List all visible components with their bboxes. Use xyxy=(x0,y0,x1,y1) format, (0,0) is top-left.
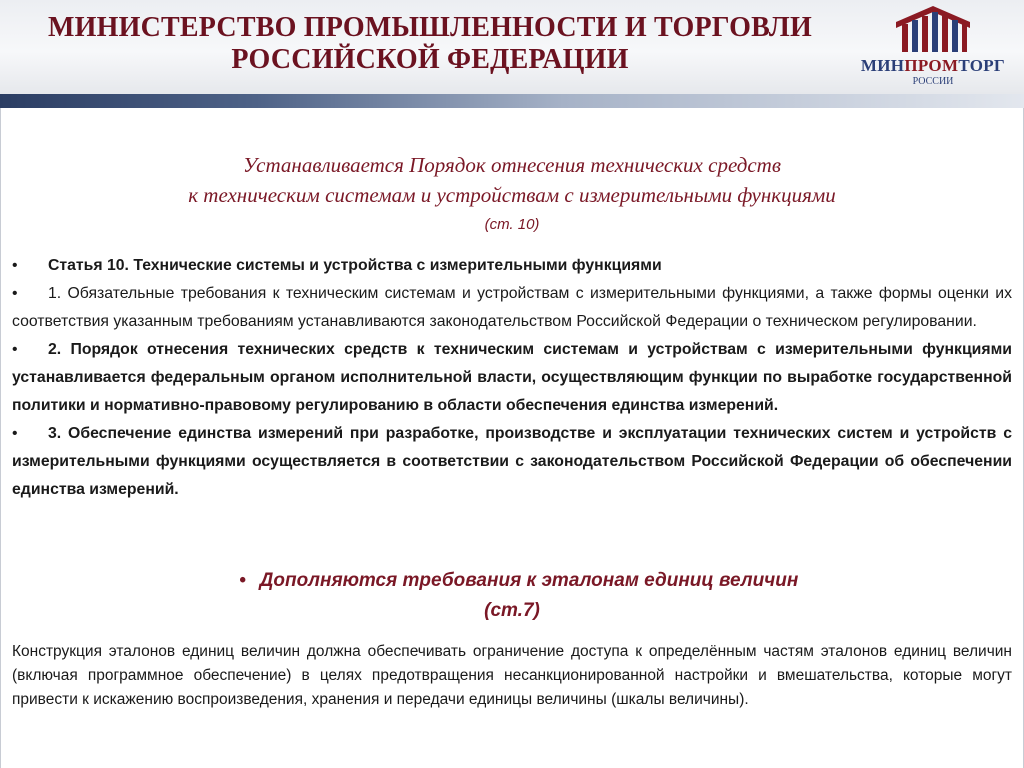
minpromtorg-logo xyxy=(848,6,1018,90)
header-band xyxy=(0,94,1024,108)
list-item-text: Статья 10. Технические системы и устройства с измерительными функциями xyxy=(48,257,662,274)
logo-mid: ПРОМ xyxy=(904,56,959,75)
title-line-2: РОССИЙСКОЙ ФЕДЕРАЦИИ xyxy=(231,44,629,75)
list-item-text: 1. Обязательные требования к техническим системам и устройствам с измерительными функциями, а также формы оценки их соответствия указанным требованиям устанавливаются законодательством Российской Федерации о техническом регулировании. xyxy=(12,285,1012,330)
title-line-1: МИНИСТЕРСТВО ПРОМЫШЛЕННОСТИ И ТОРГОВЛИ xyxy=(48,12,812,43)
list-item-text: 3. Обеспечение единства измерений при разработке, производстве и эксплуатации технических систем и устройств с измерительными функциями осуществляется в соответствии с законодательством Российской Федерации об обеспечении единства измерений. xyxy=(12,425,1012,498)
bullet-icon: • xyxy=(12,341,18,358)
list-item xyxy=(12,336,1012,420)
logo-prefix: МИН xyxy=(860,56,905,75)
bullet-icon: • xyxy=(12,257,18,274)
bullet-icon: • xyxy=(239,570,246,591)
ministry-emblem-icon xyxy=(896,6,970,54)
list-item xyxy=(12,280,1012,336)
standards-paragraph: Конструкция эталонов единиц величин должна обеспечивать ограничение доступа к определённым частям эталонов единиц величин (включая программное обеспечение) в целях предотвращения несанкционированной настройки и вмешательства, которые могут привести к искажению воспроизведения, хранения и передачи единицы величины (шкалы величины). xyxy=(12,643,1012,708)
intro-article-ref: (ст. 10) xyxy=(484,216,540,233)
header xyxy=(0,0,1024,94)
section-heading-text: Дополняются требования к эталонам единиц величин xyxy=(259,570,799,591)
list-item xyxy=(12,420,1012,504)
logo-wordmark xyxy=(848,56,1018,76)
intro-line-1: Устанавливается Порядок отнесения технических средств xyxy=(243,153,781,177)
bullet-icon: • xyxy=(12,285,18,302)
page-title xyxy=(20,12,840,76)
section-heading-line-2: (ст.7) xyxy=(484,600,540,621)
section-heading-line-1 xyxy=(0,566,1024,596)
logo-subtitle: РОССИИ xyxy=(912,76,954,87)
intro-line-2: к техническим системам и устройствам с измерительными функциями xyxy=(188,183,836,207)
section-heading xyxy=(0,566,1024,626)
list-item-text: 2. Порядок отнесения технических средств к техническим системам и устройствам с измерительными функциями устанавливается федеральным органом исполнительной власти, осуществляющим функции по выработке государственной политики и нормативно-правовому регулированию в области обеспечения единства измерений. xyxy=(12,341,1012,414)
list-item-title xyxy=(12,252,1012,280)
bullet-icon: • xyxy=(12,425,18,442)
article-list xyxy=(12,252,1012,504)
intro-heading xyxy=(0,150,1024,210)
logo-suffix: ТОРГ xyxy=(958,56,1006,75)
